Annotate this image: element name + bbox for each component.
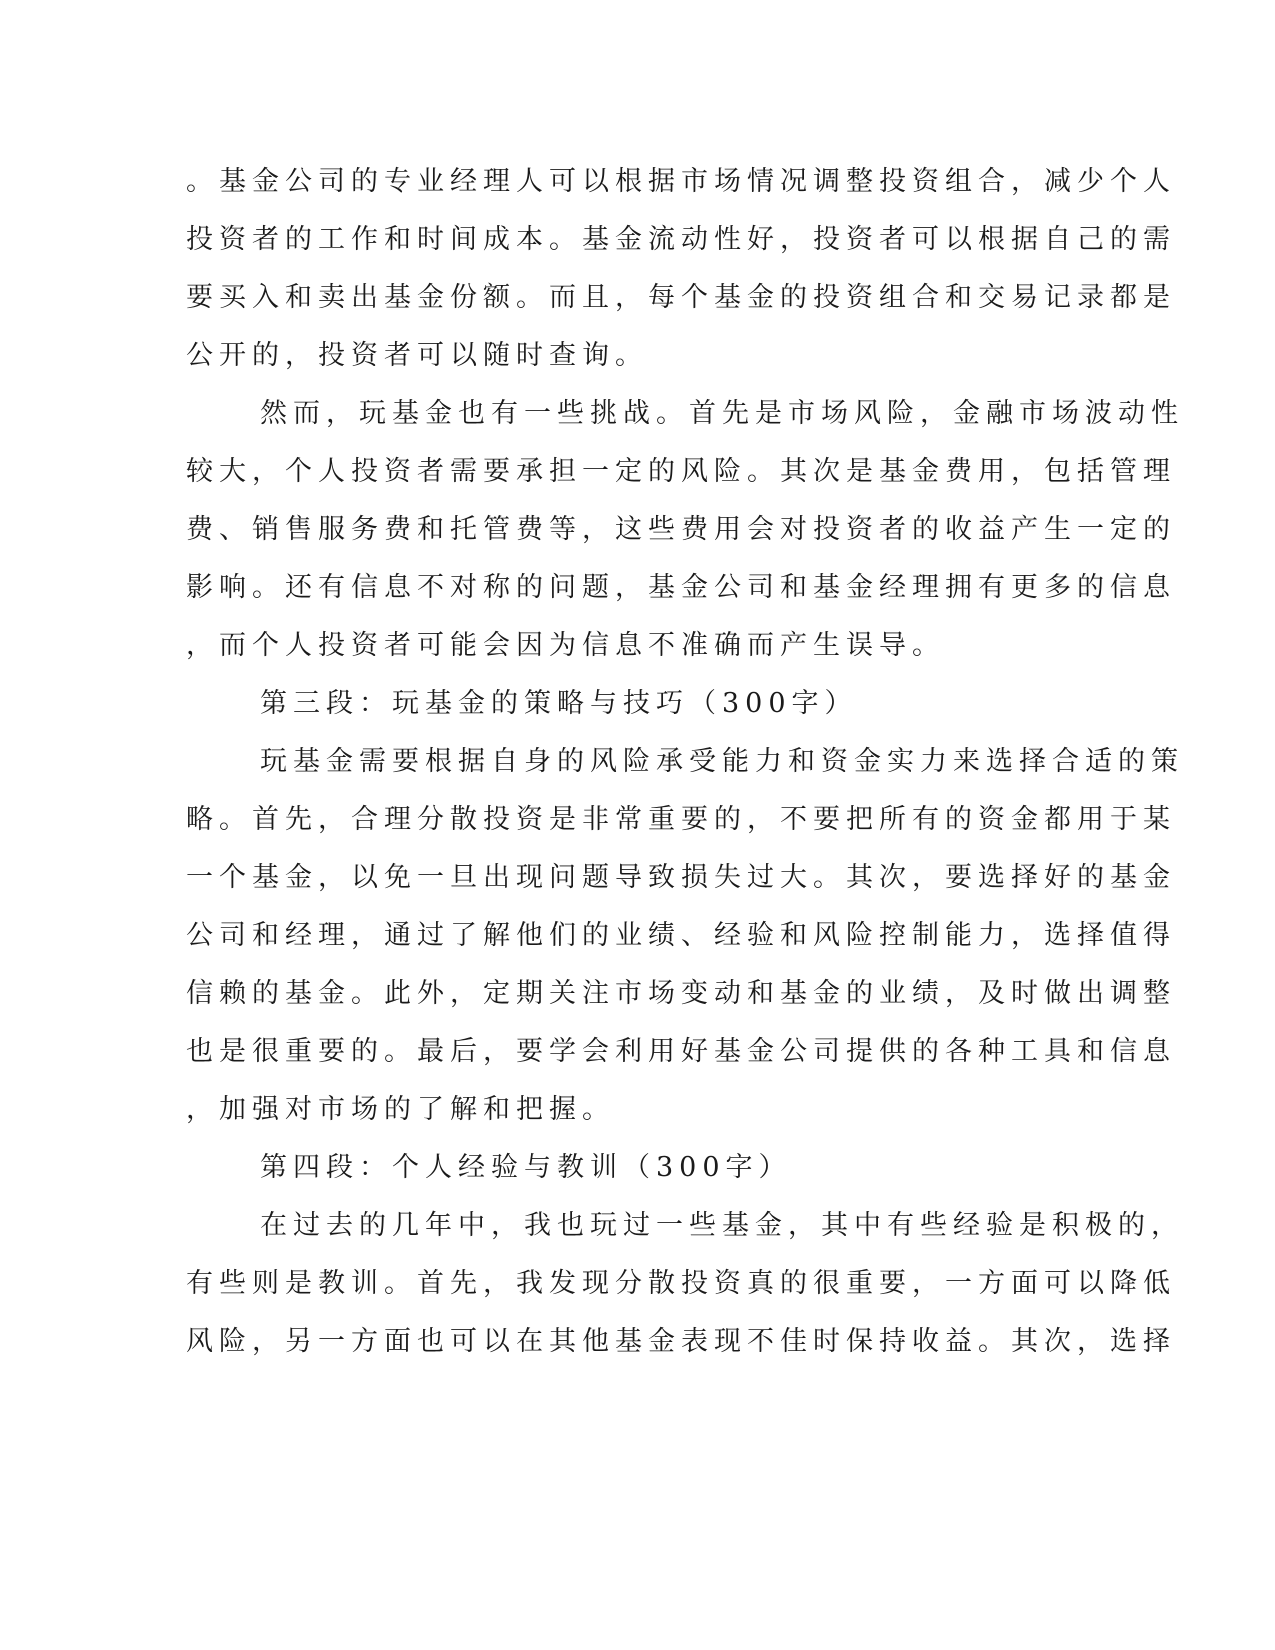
text-line: 费、销售服务费和托管费等，这些费用会对投资者的收益产生一定的 bbox=[186, 514, 1176, 545]
paragraph-first-line: 玩基金需要根据自身的风险承受能力和资金实力来选择合适的策 bbox=[260, 746, 1184, 777]
text-line: ，而个人投资者可能会因为信息不准确而产生误导。 bbox=[186, 630, 945, 661]
text-line: 较大，个人投资者需要承担一定的风险。其次是基金费用，包括管理 bbox=[186, 456, 1176, 487]
text-line: 也是很重要的。最后，要学会利用好基金公司提供的各种工具和信息 bbox=[186, 1036, 1176, 1067]
text-line: 公开的，投资者可以随时查询。 bbox=[186, 340, 648, 371]
text-line: 有些则是教训。首先，我发现分散投资真的很重要，一方面可以降低 bbox=[186, 1268, 1176, 1299]
text-line: 影响。还有信息不对称的问题，基金公司和基金经理拥有更多的信息 bbox=[186, 572, 1176, 603]
text-line: 公司和经理，通过了解他们的业绩、经验和风险控制能力，选择值得 bbox=[186, 920, 1176, 951]
text-line: 。基金公司的专业经理人可以根据市场情况调整投资组合，减少个人 bbox=[186, 166, 1176, 197]
text-line: 要买入和卖出基金份额。而且，每个基金的投资组合和交易记录都是 bbox=[186, 282, 1176, 313]
text-line: ，加强对市场的了解和把握。 bbox=[186, 1094, 615, 1125]
section-heading: 第三段：玩基金的策略与技巧（300字） bbox=[260, 688, 858, 719]
text-line: 略。首先，合理分散投资是非常重要的，不要把所有的资金都用于某 bbox=[186, 804, 1176, 835]
paragraph-first-line: 然而，玩基金也有一些挑战。首先是市场风险，金融市场波动性 bbox=[260, 398, 1184, 429]
paragraph-first-line: 在过去的几年中，我也玩过一些基金，其中有些经验是积极的， bbox=[260, 1210, 1184, 1241]
text-line: 一个基金，以免一旦出现问题导致损失过大。其次，要选择好的基金 bbox=[186, 862, 1176, 893]
section-heading: 第四段：个人经验与教训（300字） bbox=[260, 1152, 792, 1183]
text-line: 信赖的基金。此外，定期关注市场变动和基金的业绩，及时做出调整 bbox=[186, 978, 1176, 1009]
text-line: 投资者的工作和时间成本。基金流动性好，投资者可以根据自己的需 bbox=[186, 224, 1176, 255]
text-line: 风险，另一方面也可以在其他基金表现不佳时保持收益。其次，选择 bbox=[186, 1326, 1176, 1357]
